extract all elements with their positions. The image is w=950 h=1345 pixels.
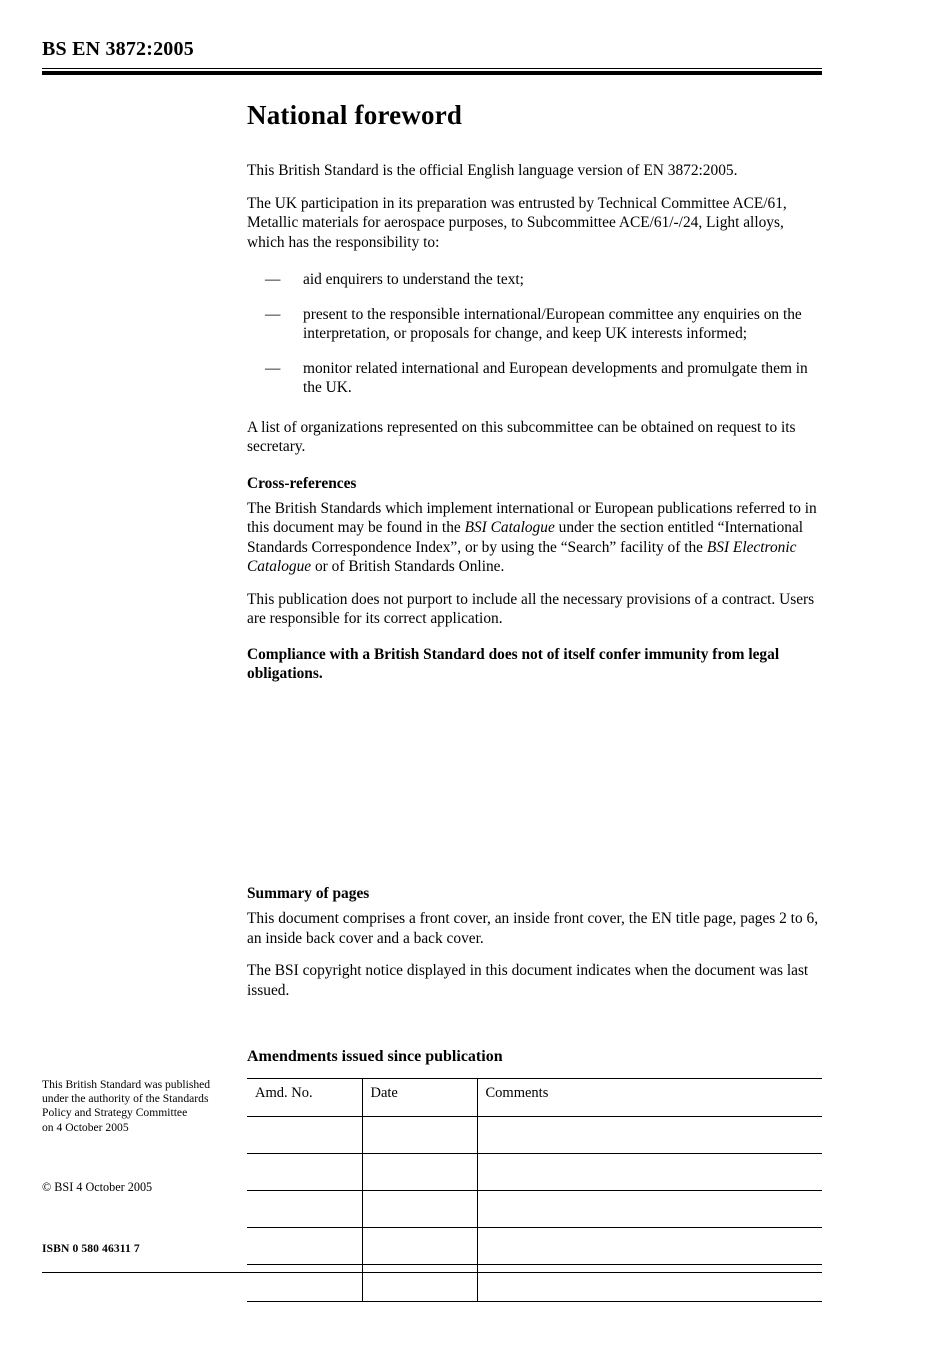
cell-comments[interactable] — [477, 1265, 822, 1302]
publishing-authority-text: This British Standard was published under the authority of the Standards Policy and Strategy Committee — [42, 1078, 211, 1120]
cell-date[interactable] — [362, 1154, 477, 1191]
paragraph-copyright-notice-info: The BSI copyright notice displayed in this document indicates when the document was last issued. — [247, 962, 809, 999]
paragraph-summary-composition: This document comprises a front cover, an inside front cover, the EN title page, pages 2 to 6, an inside back cover and a back cover. — [247, 910, 819, 947]
bsi-electronic-catalogue-title: BSI Electronic Catalogue — [247, 538, 797, 575]
amendments-table — [247, 1078, 822, 1302]
cell-amd-no[interactable] — [247, 1265, 362, 1302]
cell-comments[interactable] — [477, 1117, 822, 1154]
column-header-date: Date — [362, 1079, 477, 1117]
cross-ref-text-3: or of British Standards Online. — [311, 558, 505, 575]
cell-date[interactable] — [362, 1265, 477, 1302]
list-item-text: aid enquirers to understand the text; — [303, 271, 524, 288]
publishing-authority-block — [42, 1078, 232, 1135]
cell-amd-no[interactable] — [247, 1154, 362, 1191]
header-rule-thin — [42, 68, 822, 69]
table-row — [247, 1228, 822, 1265]
cross-references-heading: Cross-references — [247, 474, 357, 492]
cross-ref-text-1: The British Standards which implement international or European publications referred to in this document may be found in the — [247, 499, 817, 536]
cell-date[interactable] — [362, 1191, 477, 1228]
cell-date[interactable] — [362, 1228, 477, 1265]
isbn-line: ISBN 0 580 46311 7 — [42, 1242, 140, 1255]
table-header-row — [247, 1079, 822, 1117]
paragraph-compliance-notice: Compliance with a British Standard does not of itself confer immunity from legal obligations. — [247, 645, 780, 682]
cell-amd-no[interactable] — [247, 1191, 362, 1228]
cell-comments[interactable] — [477, 1191, 822, 1228]
table-row — [247, 1191, 822, 1228]
footer-rule — [42, 1272, 822, 1273]
summary-of-pages-section — [247, 885, 822, 1013]
amendments-heading: Amendments issued since publication — [247, 1048, 503, 1065]
page-title: National foreword — [247, 100, 463, 130]
list-item-text: monitor related international and European developments and promulgate them in the UK. — [303, 359, 808, 396]
table-row — [247, 1154, 822, 1191]
column-header-comments: Comments — [477, 1079, 822, 1117]
list-item — [247, 305, 822, 344]
paragraph-official-version: This British Standard is the official English language version of EN 3872:2005. — [247, 162, 738, 179]
table-row — [247, 1265, 822, 1302]
paragraph-organizations-list: A list of organizations represented on this subcommittee can be obtained on request to its secretary. — [247, 418, 796, 455]
list-item-text: present to the responsible international/European committee any enquiries on the interpretation, or proposals for change, and keep UK interests informed; — [303, 305, 802, 342]
publishing-authority-date: on 4 October 2005 — [42, 1120, 129, 1134]
paragraph-disclaimer: This publication does not purport to include all the necessary provisions of a contract. Users are responsible for its correct application. — [247, 590, 815, 627]
page-header-standard-number: BS EN 3872:2005 — [42, 38, 194, 60]
cross-ref-text-2: under the section entitled “International Standards Correspondence Index”, or by using the “Search” facility of the — [247, 519, 804, 556]
header-rule-thick — [42, 71, 822, 75]
summary-of-pages-heading: Summary of pages — [247, 885, 370, 902]
em-dash-marker: — — [265, 305, 281, 323]
cell-comments[interactable] — [477, 1228, 822, 1265]
main-content — [247, 100, 822, 684]
paragraph-cross-references — [247, 499, 822, 577]
bsi-catalogue-title: BSI Catalogue — [464, 519, 555, 536]
em-dash-marker: — — [265, 359, 281, 377]
em-dash-marker: — — [265, 271, 281, 288]
cell-date[interactable] — [362, 1117, 477, 1154]
responsibility-list — [247, 270, 822, 398]
table-row — [247, 1117, 822, 1154]
cell-amd-no[interactable] — [247, 1117, 362, 1154]
paragraph-uk-participation: The UK participation in its preparation was entrusted by Technical Committee ACE/61, Metallic materials for aerospace purposes, to Subcommittee ACE/61/-/24, Light alloys, which has the responsibility to: — [247, 194, 787, 251]
cell-comments[interactable] — [477, 1154, 822, 1191]
copyright-line: © BSI 4 October 2005 — [42, 1180, 153, 1194]
list-item — [247, 359, 822, 398]
list-item — [247, 270, 822, 290]
column-header-amd-no: Amd. No. — [247, 1079, 362, 1117]
cell-amd-no[interactable] — [247, 1228, 362, 1265]
